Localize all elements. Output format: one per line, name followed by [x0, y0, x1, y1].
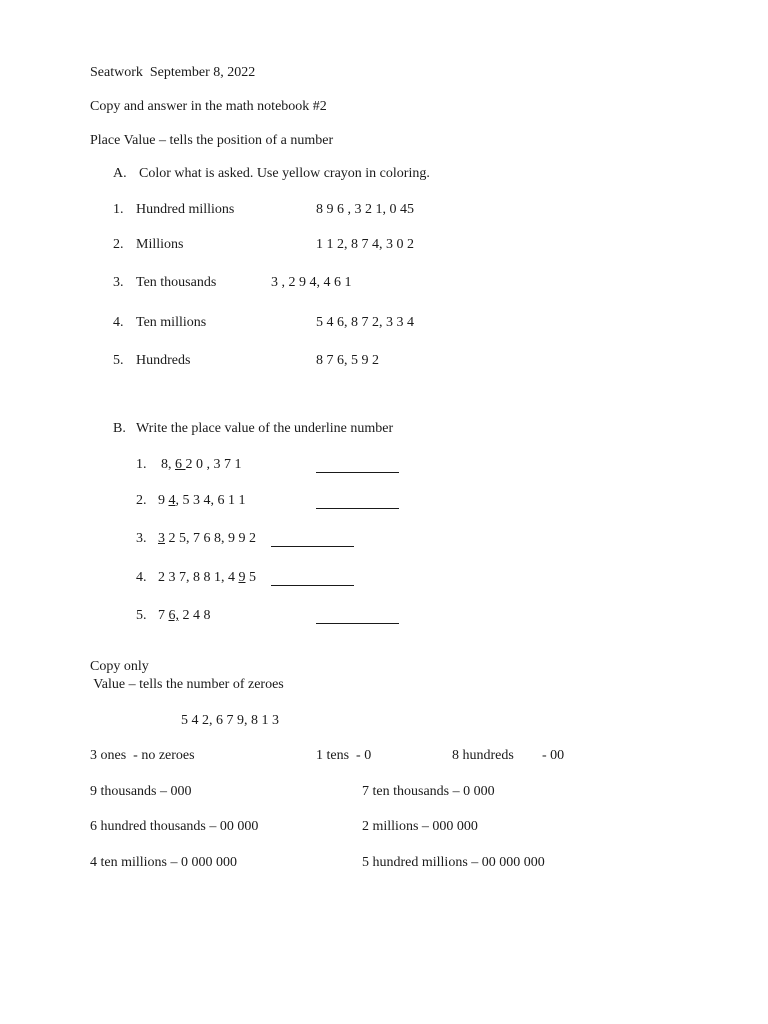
- b-item-1-post: 2 0 , 3 7 1: [185, 457, 242, 472]
- b-item-2-number: 2.: [136, 493, 147, 508]
- hundred-thousands-zeroes: 6 hundred thousands – 00 000: [90, 819, 259, 834]
- b-item-3-answer-line: [271, 546, 354, 547]
- b-item-1-underlined-digit: 6: [175, 457, 186, 472]
- b-item-3-expression: [158, 531, 256, 547]
- b-item-3-post: 2 5, 7 6 8, 9 9 2: [165, 531, 256, 546]
- section-a-letter: A.: [113, 166, 127, 181]
- b-item-3-number: 3.: [136, 531, 147, 546]
- tens-zeroes: 1 tens - 0: [316, 748, 372, 763]
- b-item-1-pre: 8,: [161, 457, 175, 472]
- a-item-4-label: Ten millions: [136, 315, 207, 330]
- a-item-5-value: 8 7 6, 5 9 2: [316, 353, 379, 368]
- b-item-1-expression: [161, 457, 242, 473]
- copy-only-heading: Copy only: [90, 659, 149, 674]
- b-item-5-expression: [158, 608, 211, 624]
- ones-zeroes: 3 ones - no zeroes: [90, 748, 195, 763]
- b-item-2-post: , 5 3 4, 6 1 1: [175, 493, 246, 508]
- a-item-5-label: Hundreds: [136, 353, 191, 368]
- b-item-4-pre: 2 3 7, 8 8 1, 4: [158, 570, 239, 585]
- millions-zeroes: 2 millions – 000 000: [362, 819, 478, 834]
- b-item-1-answer-line: [316, 472, 399, 473]
- a-item-5-number: 5.: [113, 353, 124, 368]
- worksheet-title: Seatwork September 8, 2022: [90, 65, 256, 80]
- b-item-1-number: 1.: [136, 457, 147, 472]
- a-item-2-number: 2.: [113, 237, 124, 252]
- a-item-1-label: Hundred millions: [136, 202, 235, 217]
- b-item-2-expression: [158, 493, 246, 509]
- a-item-2-label: Millions: [136, 237, 184, 252]
- b-item-5-underlined-digit: 6,: [168, 608, 179, 623]
- thousands-zeroes: 9 thousands – 000: [90, 784, 192, 799]
- b-item-3-underlined-digit: 3: [158, 531, 165, 546]
- b-item-5-answer-line: [316, 623, 399, 624]
- b-item-4-expression: [158, 570, 256, 586]
- example-number: 5 4 2, 6 7 9, 8 1 3: [181, 713, 279, 728]
- value-definition: Value – tells the number of zeroes: [90, 677, 284, 692]
- hundred-millions-zeroes: 5 hundred millions – 00 000 000: [362, 855, 545, 870]
- ten-thousands-zeroes: 7 ten thousands – 0 000: [362, 784, 495, 799]
- b-item-5-pre: 7: [158, 608, 169, 623]
- ten-millions-zeroes: 4 ten millions – 0 000 000: [90, 855, 237, 870]
- b-item-5-post: 2 4 8: [179, 608, 211, 623]
- hundreds-zeroes: - 00: [542, 748, 565, 763]
- a-item-3-value: 3 , 2 9 4, 4 6 1: [271, 275, 352, 290]
- section-b-heading: Write the place value of the underline number: [136, 421, 394, 436]
- b-item-4-post: 5: [245, 570, 256, 585]
- section-b-letter: B.: [113, 421, 126, 436]
- a-item-1-number: 1.: [113, 202, 124, 217]
- b-item-2-answer-line: [316, 508, 399, 509]
- b-item-2-pre: 9: [158, 493, 169, 508]
- hundreds-label: 8 hundreds: [452, 748, 514, 763]
- a-item-3-number: 3.: [113, 275, 124, 290]
- place-value-definition: Place Value – tells the position of a number: [90, 133, 334, 148]
- b-item-4-underlined-digit: 9: [238, 570, 246, 585]
- b-item-5-number: 5.: [136, 608, 147, 623]
- b-item-4-number: 4.: [136, 570, 147, 585]
- a-item-3-label: Ten thousands: [136, 275, 217, 290]
- section-a-heading: Color what is asked. Use yellow crayon in coloring.: [139, 166, 430, 181]
- b-item-2-underlined-digit: 4: [168, 493, 176, 508]
- instruction-text: Copy and answer in the math notebook #2: [90, 99, 327, 114]
- a-item-4-value: 5 4 6, 8 7 2, 3 3 4: [316, 315, 414, 330]
- a-item-4-number: 4.: [113, 315, 124, 330]
- a-item-2-value: 1 1 2, 8 7 4, 3 0 2: [316, 237, 414, 252]
- a-item-1-value: 8 9 6 , 3 2 1, 0 45: [316, 202, 414, 217]
- b-item-4-answer-line: [271, 585, 354, 586]
